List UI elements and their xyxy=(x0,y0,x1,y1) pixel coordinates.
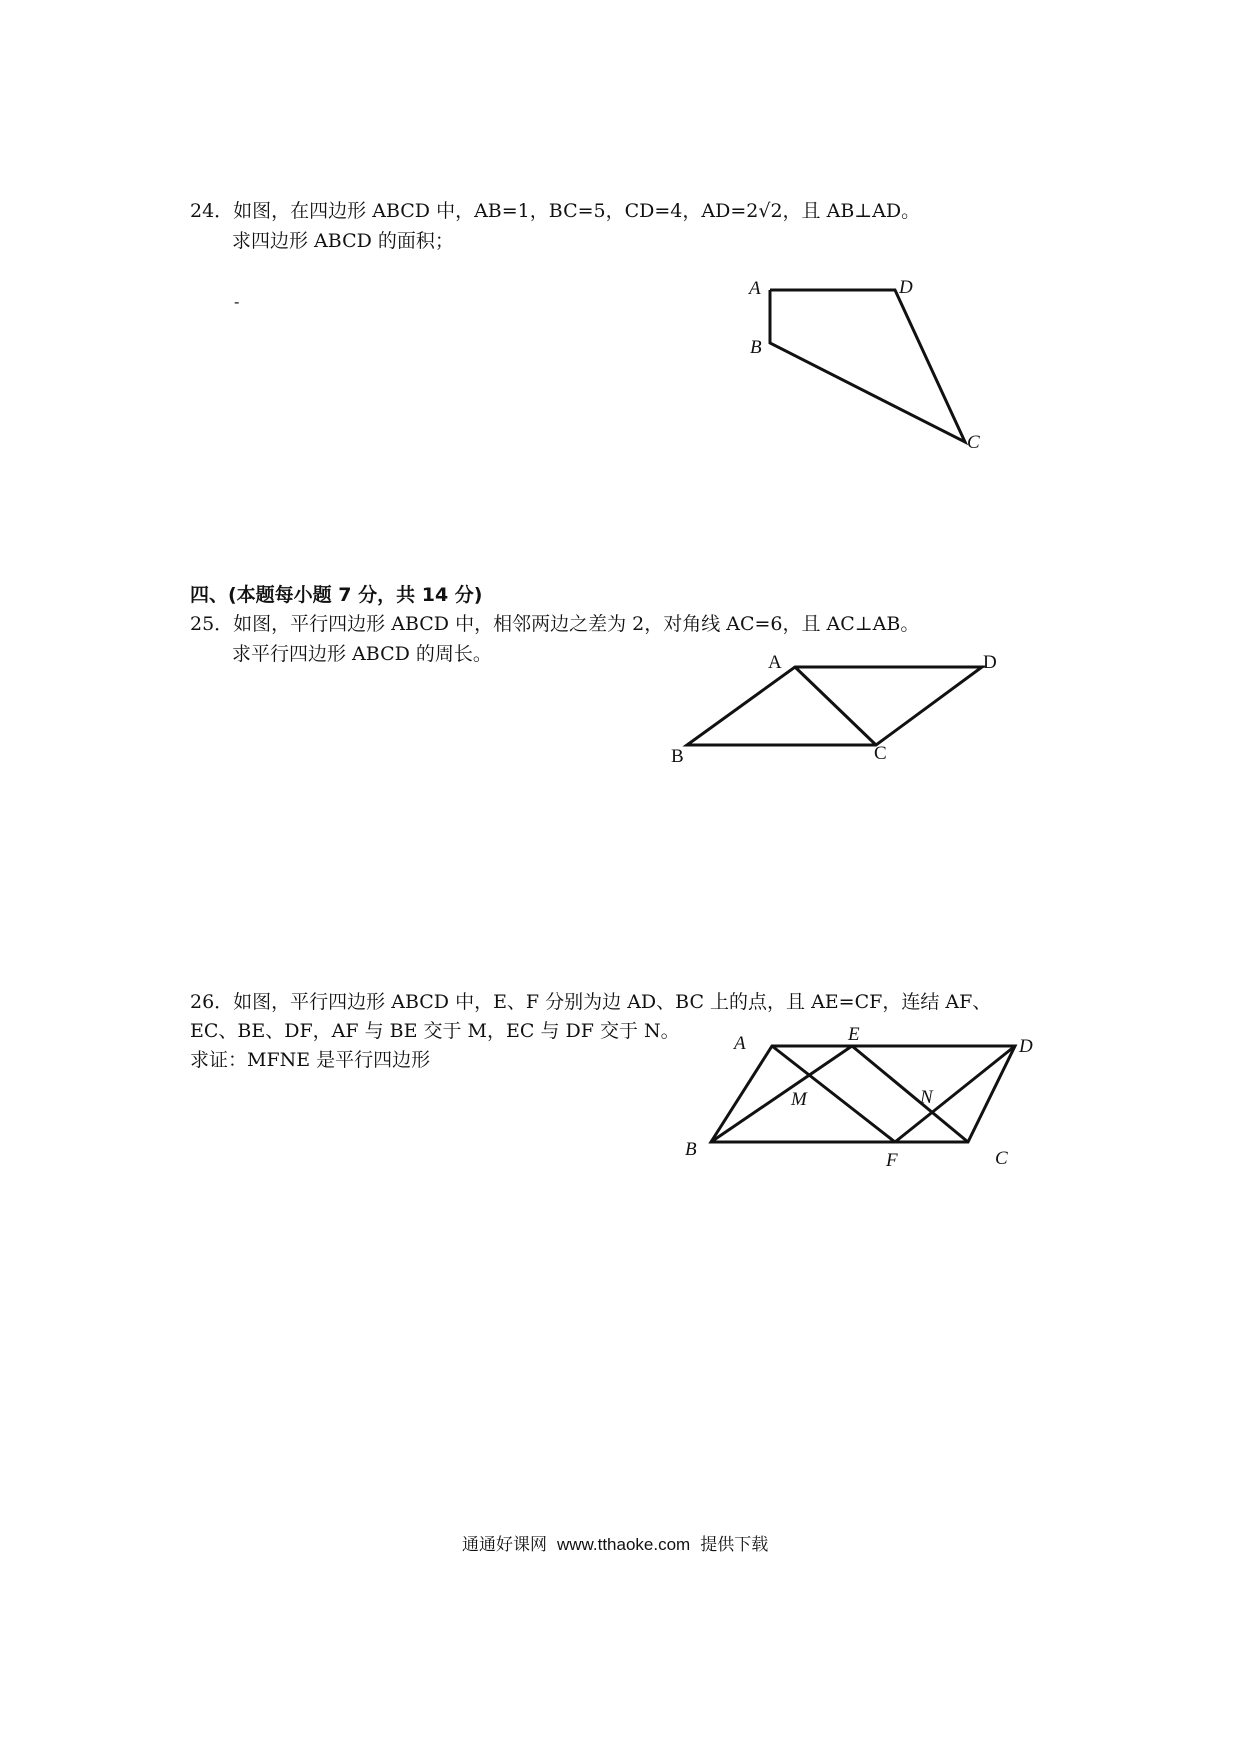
q24-label-d: D xyxy=(899,277,913,298)
q24-label-c: C xyxy=(967,432,980,453)
q26-text-line1: 26．如图，平行四边形 ABCD 中，E、F 分别为边 AD、BC 上的点，且 AE=CF，连结 AF、 xyxy=(190,991,992,1013)
q26-label-n: N xyxy=(920,1087,933,1108)
q26-label-m: M xyxy=(791,1089,807,1110)
page-footer xyxy=(462,1530,768,1555)
q24-text-line1: 24．如图，在四边形 ABCD 中，AB=1，BC=5，CD=4，AD=2√2，且 AB⊥AD。 xyxy=(190,200,921,222)
q24-text-line2: 求四边形 ABCD 的面积； xyxy=(232,230,454,252)
q25-label-a: A xyxy=(768,652,782,673)
q24-label-a: A xyxy=(749,278,761,299)
section-four-heading: 四、(本题每小题 7 分，共 14 分) xyxy=(190,584,483,606)
q26-label-b: B xyxy=(685,1139,697,1160)
q26-label-e: E xyxy=(848,1024,860,1045)
q25-text-line2: 求平行四边形 ABCD 的周长。 xyxy=(232,643,492,665)
q25-label-d: D xyxy=(983,652,997,673)
footer-url[interactable]: www.tthaoke.com xyxy=(557,1535,691,1554)
q26-parallelogram xyxy=(711,1046,1015,1142)
q26-segment-df xyxy=(895,1046,1015,1142)
q26-text-line3: 求证：MFNE 是平行四边形 xyxy=(190,1049,431,1071)
q26-label-a: A xyxy=(734,1033,746,1054)
q25-text-line1: 25．如图，平行四边形 ABCD 中，相邻两边之差为 2，对角线 AC=6，且 AC⊥AB。 xyxy=(190,613,920,635)
q26-label-f: F xyxy=(886,1150,898,1171)
q25-label-c: C xyxy=(874,743,887,764)
stray-mark: - xyxy=(234,292,240,311)
q24-label-b: B xyxy=(750,337,762,358)
q26-label-d: D xyxy=(1019,1036,1033,1057)
footer-suffix: 提供下载 xyxy=(700,1535,769,1555)
footer-site: 通通好课网 xyxy=(462,1535,547,1555)
q25-label-b: B xyxy=(671,746,684,767)
q26-segment-ec xyxy=(852,1046,968,1142)
q26-segment-be xyxy=(711,1046,852,1142)
q26-label-c: C xyxy=(995,1148,1008,1169)
q26-text-line2: EC、BE、DF，AF 与 BE 交于 M，EC 与 DF 交于 N。 xyxy=(190,1020,680,1042)
